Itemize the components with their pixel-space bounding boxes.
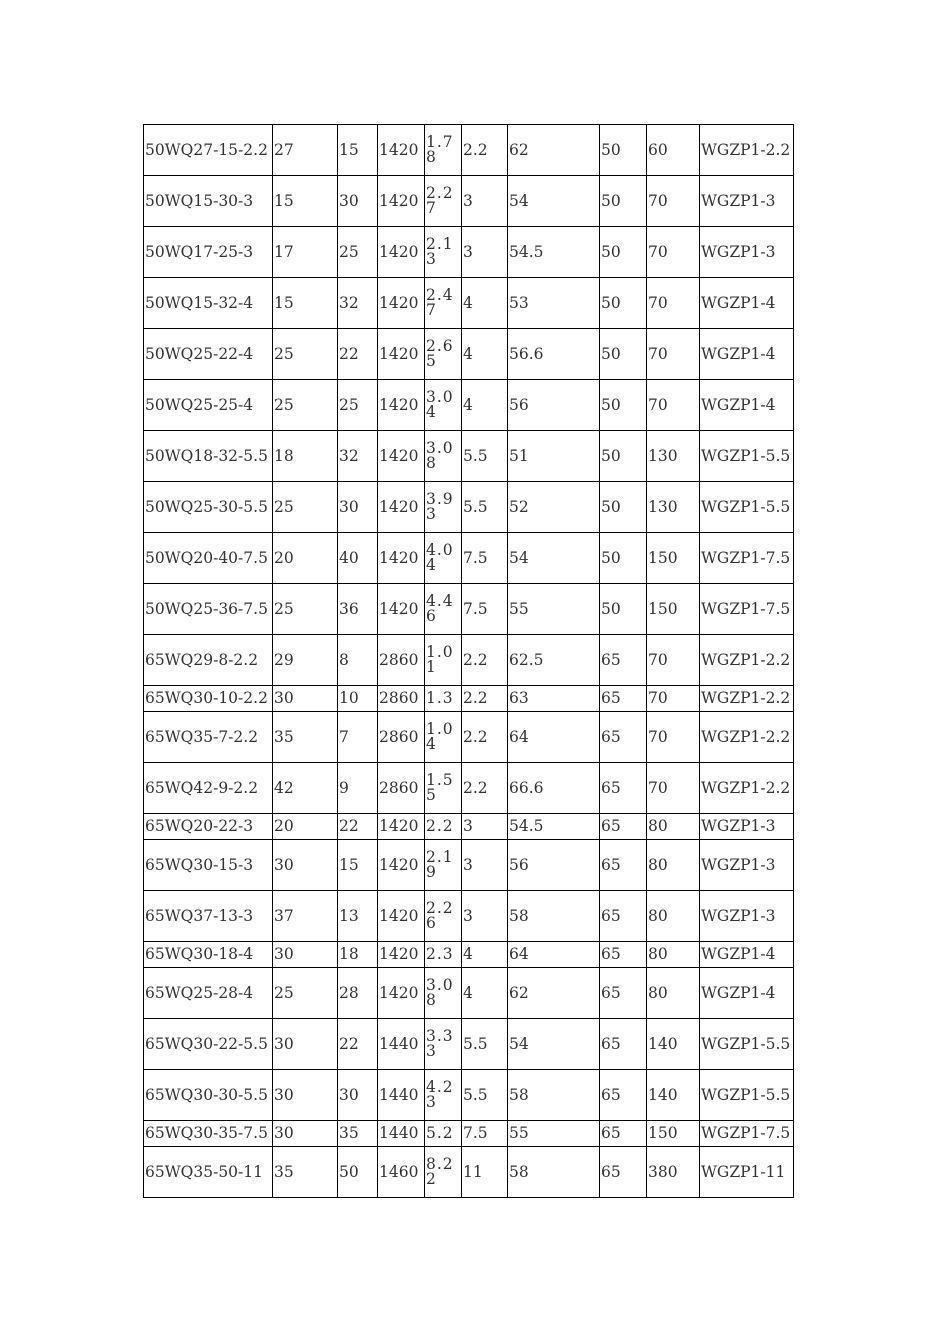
control-cabinet-cell: WGZP1-5.5 [700,482,794,533]
outlet-diameter-cell: 50 [600,278,647,329]
efficiency-cell: 56 [508,840,600,891]
outlet-diameter-cell: 50 [600,329,647,380]
power-cell: 4 [462,380,508,431]
weight-cell: 130 [647,431,700,482]
weight-cell: 150 [647,584,700,635]
head-cell: 18 [338,942,378,968]
outlet-diameter-cell: 65 [600,840,647,891]
weight-cell: 80 [647,814,700,840]
outlet-diameter-cell: 50 [600,431,647,482]
table-row [144,278,794,329]
model-cell: 65WQ20-22-3 [144,814,273,840]
weight-cell: 150 [647,533,700,584]
efficiency-cell: 62 [508,125,600,176]
control-cabinet-cell: WGZP1-5.5 [700,431,794,482]
weight-cell: 380 [647,1147,700,1198]
flow-cell: 17 [273,227,338,278]
control-cabinet-cell: WGZP1-3 [700,840,794,891]
speed-cell: 1420 [378,125,425,176]
outlet-diameter-cell: 65 [600,1070,647,1121]
model-cell: 50WQ18-32-5.5 [144,431,273,482]
head-cell: 15 [338,840,378,891]
efficiency-cell: 54 [508,533,600,584]
current-cell: 2.26 [425,891,462,942]
model-cell: 50WQ25-22-4 [144,329,273,380]
model-cell: 65WQ35-50-11 [144,1147,273,1198]
table-row [144,840,794,891]
efficiency-cell: 54.5 [508,814,600,840]
control-cabinet-cell: WGZP1-4 [700,380,794,431]
table-row [144,1019,794,1070]
power-cell: 3 [462,814,508,840]
speed-cell: 2860 [378,763,425,814]
head-cell: 8 [338,635,378,686]
control-cabinet-cell: WGZP1-7.5 [700,1121,794,1147]
power-cell: 5.5 [462,1070,508,1121]
model-cell: 50WQ15-30-3 [144,176,273,227]
current-cell: 4.46 [425,584,462,635]
flow-cell: 25 [273,329,338,380]
efficiency-cell: 54 [508,1019,600,1070]
flow-cell: 25 [273,968,338,1019]
current-cell: 2.13 [425,227,462,278]
speed-cell: 1420 [378,814,425,840]
model-cell: 50WQ15-32-4 [144,278,273,329]
head-cell: 13 [338,891,378,942]
speed-cell: 1420 [378,482,425,533]
speed-cell: 2860 [378,635,425,686]
speed-cell: 2860 [378,712,425,763]
weight-cell: 70 [647,686,700,712]
control-cabinet-cell: WGZP1-3 [700,227,794,278]
flow-cell: 30 [273,1121,338,1147]
control-cabinet-cell: WGZP1-5.5 [700,1019,794,1070]
control-cabinet-cell: WGZP1-2.2 [700,712,794,763]
efficiency-cell: 62.5 [508,635,600,686]
flow-cell: 27 [273,125,338,176]
flow-cell: 42 [273,763,338,814]
flow-cell: 29 [273,635,338,686]
power-cell: 5.5 [462,431,508,482]
efficiency-cell: 58 [508,891,600,942]
model-cell: 65WQ29-8-2.2 [144,635,273,686]
power-cell: 4 [462,329,508,380]
current-cell: 2.3 [425,942,462,968]
outlet-diameter-cell: 65 [600,968,647,1019]
current-cell: 2.19 [425,840,462,891]
speed-cell: 1420 [378,278,425,329]
outlet-diameter-cell: 65 [600,942,647,968]
speed-cell: 1420 [378,431,425,482]
model-cell: 65WQ37-13-3 [144,891,273,942]
table-row [144,635,794,686]
power-cell: 4 [462,968,508,1019]
power-cell: 2.2 [462,712,508,763]
flow-cell: 15 [273,278,338,329]
flow-cell: 30 [273,1070,338,1121]
control-cabinet-cell: WGZP1-2.2 [700,763,794,814]
table-row [144,1121,794,1147]
model-cell: 65WQ42-9-2.2 [144,763,273,814]
table-row [144,891,794,942]
power-cell: 3 [462,176,508,227]
model-cell: 65WQ30-30-5.5 [144,1070,273,1121]
table-row [144,482,794,533]
outlet-diameter-cell: 50 [600,533,647,584]
efficiency-cell: 58 [508,1147,600,1198]
power-cell: 7.5 [462,533,508,584]
table-row [144,942,794,968]
weight-cell: 70 [647,635,700,686]
table-row [144,329,794,380]
model-cell: 65WQ30-35-7.5 [144,1121,273,1147]
efficiency-cell: 58 [508,1070,600,1121]
power-cell: 3 [462,840,508,891]
speed-cell: 1420 [378,176,425,227]
power-cell: 4 [462,278,508,329]
efficiency-cell: 53 [508,278,600,329]
outlet-diameter-cell: 65 [600,635,647,686]
weight-cell: 60 [647,125,700,176]
efficiency-cell: 55 [508,1121,600,1147]
control-cabinet-cell: WGZP1-2.2 [700,686,794,712]
model-cell: 65WQ30-18-4 [144,942,273,968]
head-cell: 25 [338,227,378,278]
head-cell: 50 [338,1147,378,1198]
efficiency-cell: 52 [508,482,600,533]
model-cell: 65WQ30-15-3 [144,840,273,891]
efficiency-cell: 56.6 [508,329,600,380]
speed-cell: 1440 [378,1121,425,1147]
power-cell: 3 [462,227,508,278]
model-cell: 50WQ25-25-4 [144,380,273,431]
model-cell: 50WQ20-40-7.5 [144,533,273,584]
head-cell: 32 [338,431,378,482]
flow-cell: 30 [273,840,338,891]
current-cell: 1.78 [425,125,462,176]
table-row [144,584,794,635]
head-cell: 7 [338,712,378,763]
control-cabinet-cell: WGZP1-7.5 [700,584,794,635]
speed-cell: 2860 [378,686,425,712]
flow-cell: 35 [273,1147,338,1198]
control-cabinet-cell: WGZP1-4 [700,968,794,1019]
outlet-diameter-cell: 65 [600,891,647,942]
head-cell: 10 [338,686,378,712]
weight-cell: 130 [647,482,700,533]
current-cell: 4.04 [425,533,462,584]
power-cell: 4 [462,942,508,968]
table-row [144,712,794,763]
outlet-diameter-cell: 50 [600,380,647,431]
head-cell: 30 [338,176,378,227]
flow-cell: 15 [273,176,338,227]
weight-cell: 70 [647,763,700,814]
head-cell: 9 [338,763,378,814]
control-cabinet-cell: WGZP1-3 [700,891,794,942]
current-cell: 3.04 [425,380,462,431]
flow-cell: 18 [273,431,338,482]
speed-cell: 1420 [378,891,425,942]
flow-cell: 30 [273,686,338,712]
head-cell: 30 [338,482,378,533]
power-cell: 2.2 [462,763,508,814]
outlet-diameter-cell: 50 [600,482,647,533]
head-cell: 15 [338,125,378,176]
outlet-diameter-cell: 50 [600,176,647,227]
weight-cell: 80 [647,891,700,942]
outlet-diameter-cell: 50 [600,227,647,278]
speed-cell: 1420 [378,380,425,431]
table-row [144,533,794,584]
outlet-diameter-cell: 50 [600,584,647,635]
table-row [144,176,794,227]
speed-cell: 1440 [378,1019,425,1070]
current-cell: 1.04 [425,712,462,763]
power-cell: 2.2 [462,635,508,686]
model-cell: 50WQ25-36-7.5 [144,584,273,635]
flow-cell: 25 [273,584,338,635]
control-cabinet-cell: WGZP1-5.5 [700,1070,794,1121]
speed-cell: 1420 [378,329,425,380]
outlet-diameter-cell: 65 [600,814,647,840]
outlet-diameter-cell: 65 [600,1121,647,1147]
model-cell: 50WQ25-30-5.5 [144,482,273,533]
head-cell: 22 [338,329,378,380]
efficiency-cell: 64 [508,712,600,763]
model-cell: 50WQ17-25-3 [144,227,273,278]
head-cell: 40 [338,533,378,584]
control-cabinet-cell: WGZP1-7.5 [700,533,794,584]
head-cell: 35 [338,1121,378,1147]
weight-cell: 80 [647,968,700,1019]
table-body [144,125,794,1198]
current-cell: 3.33 [425,1019,462,1070]
control-cabinet-cell: WGZP1-2.2 [700,635,794,686]
weight-cell: 70 [647,176,700,227]
efficiency-cell: 63 [508,686,600,712]
power-cell: 2.2 [462,686,508,712]
model-cell: 65WQ25-28-4 [144,968,273,1019]
speed-cell: 1420 [378,968,425,1019]
weight-cell: 80 [647,942,700,968]
speed-cell: 1420 [378,584,425,635]
table-row [144,686,794,712]
power-cell: 5.5 [462,482,508,533]
power-cell: 5.5 [462,1019,508,1070]
weight-cell: 70 [647,278,700,329]
control-cabinet-cell: WGZP1-2.2 [700,125,794,176]
table-row [144,968,794,1019]
efficiency-cell: 55 [508,584,600,635]
efficiency-cell: 62 [508,968,600,1019]
weight-cell: 70 [647,380,700,431]
current-cell: 1.3 [425,686,462,712]
flow-cell: 25 [273,482,338,533]
speed-cell: 1420 [378,227,425,278]
current-cell: 3.08 [425,431,462,482]
efficiency-cell: 56 [508,380,600,431]
model-cell: 65WQ35-7-2.2 [144,712,273,763]
flow-cell: 20 [273,814,338,840]
control-cabinet-cell: WGZP1-4 [700,329,794,380]
flow-cell: 25 [273,380,338,431]
efficiency-cell: 64 [508,942,600,968]
outlet-diameter-cell: 65 [600,763,647,814]
flow-cell: 35 [273,712,338,763]
efficiency-cell: 54 [508,176,600,227]
control-cabinet-cell: WGZP1-4 [700,942,794,968]
table-row [144,1147,794,1198]
current-cell: 3.93 [425,482,462,533]
model-cell: 65WQ30-22-5.5 [144,1019,273,1070]
current-cell: 4.23 [425,1070,462,1121]
table-row [144,125,794,176]
weight-cell: 70 [647,227,700,278]
control-cabinet-cell: WGZP1-3 [700,176,794,227]
current-cell: 1.01 [425,635,462,686]
outlet-diameter-cell: 65 [600,1019,647,1070]
weight-cell: 140 [647,1070,700,1121]
head-cell: 36 [338,584,378,635]
efficiency-cell: 51 [508,431,600,482]
outlet-diameter-cell: 65 [600,686,647,712]
flow-cell: 30 [273,942,338,968]
speed-cell: 1460 [378,1147,425,1198]
weight-cell: 150 [647,1121,700,1147]
head-cell: 22 [338,814,378,840]
current-cell: 2.27 [425,176,462,227]
weight-cell: 70 [647,329,700,380]
head-cell: 28 [338,968,378,1019]
table-row [144,431,794,482]
power-cell: 7.5 [462,584,508,635]
table-row [144,1070,794,1121]
flow-cell: 37 [273,891,338,942]
current-cell: 8.22 [425,1147,462,1198]
power-cell: 7.5 [462,1121,508,1147]
model-cell: 65WQ30-10-2.2 [144,686,273,712]
control-cabinet-cell: WGZP1-4 [700,278,794,329]
outlet-diameter-cell: 65 [600,1147,647,1198]
outlet-diameter-cell: 65 [600,712,647,763]
control-cabinet-cell: WGZP1-3 [700,814,794,840]
table-row [144,763,794,814]
speed-cell: 1420 [378,533,425,584]
head-cell: 25 [338,380,378,431]
pump-spec-table [143,124,794,1198]
head-cell: 30 [338,1070,378,1121]
head-cell: 32 [338,278,378,329]
speed-cell: 1440 [378,1070,425,1121]
power-cell: 3 [462,891,508,942]
speed-cell: 1420 [378,840,425,891]
power-cell: 2.2 [462,125,508,176]
current-cell: 2.65 [425,329,462,380]
current-cell: 2.47 [425,278,462,329]
control-cabinet-cell: WGZP1-11 [700,1147,794,1198]
head-cell: 22 [338,1019,378,1070]
weight-cell: 140 [647,1019,700,1070]
table-row [144,380,794,431]
weight-cell: 70 [647,712,700,763]
current-cell: 5.2 [425,1121,462,1147]
efficiency-cell: 66.6 [508,763,600,814]
flow-cell: 20 [273,533,338,584]
outlet-diameter-cell: 50 [600,125,647,176]
speed-cell: 1420 [378,942,425,968]
efficiency-cell: 54.5 [508,227,600,278]
current-cell: 1.55 [425,763,462,814]
model-cell: 50WQ27-15-2.2 [144,125,273,176]
current-cell: 3.08 [425,968,462,1019]
weight-cell: 80 [647,840,700,891]
table-row [144,227,794,278]
flow-cell: 30 [273,1019,338,1070]
power-cell: 11 [462,1147,508,1198]
current-cell: 2.2 [425,814,462,840]
table-row [144,814,794,840]
